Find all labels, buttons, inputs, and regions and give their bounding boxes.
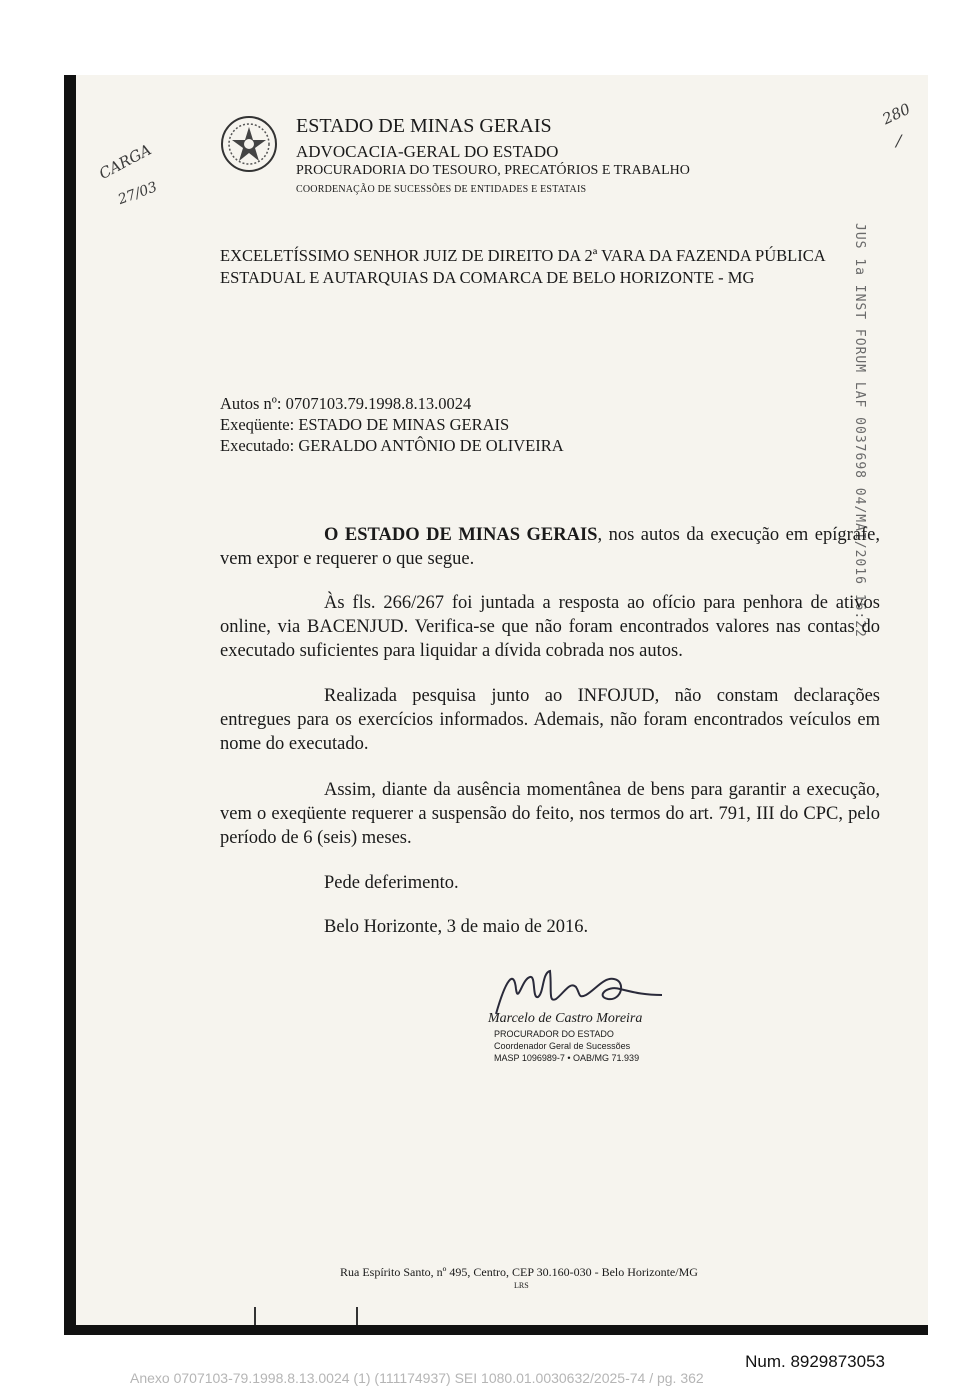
footer-initials: LRS [514, 1281, 529, 1290]
paragraph-1-bold: O ESTADO DE MINAS GERAIS [324, 525, 598, 545]
signer-title: PROCURADOR DO ESTADO [494, 1029, 614, 1039]
paper-fold-mark [254, 1307, 256, 1325]
scanned-page [64, 75, 928, 1335]
addressee-line-2: ESTADUAL E AUTARQUIAS DA COMARCA DE BELO HORIZONTE - MG [220, 268, 755, 287]
closing-request: Pede deferimento. [324, 873, 459, 893]
case-number: Autos nº: 0707103.79.1998.8.13.0024 [220, 394, 472, 413]
annex-reference: Anexo 0707103-79.1998.8.13.0024 (1) (111174937) SEI 1080.01.0030632/2025-74 / pg. 362 [130, 1370, 704, 1386]
paper-sheet [76, 75, 928, 1325]
scan-edge-bottom [64, 1325, 928, 1335]
addressee-block [220, 245, 826, 289]
paper-fold-mark [356, 1307, 358, 1325]
addressee-line-1: EXCELETÍSSIMO SENHOR JUIZ DE DIREITO DA 2ª VARA DA FAZENDA PÚBLICA [220, 246, 826, 265]
coat-of-arms-icon [220, 115, 278, 173]
paragraph-1 [220, 523, 880, 571]
header-state: ESTADO DE MINAS GERAIS [296, 115, 552, 137]
court-receipt-stamp: JUS 1a INST FORUM LAF 0037698 04/MAI/2016 16:22 [852, 223, 867, 638]
handwritten-date: 27/03 [116, 179, 160, 209]
paragraph-4: Assim, diante da ausência momentânea de bens para garantir a execução, vem o exeqüente requerer a suspensão do feito, nos termos do art. 791, III do CPC, pelo período de 6 (seis) meses. [220, 780, 880, 848]
paragraph-2: Às fls. 266/267 foi juntada a resposta ao ofício para penhora de ativos online, via BACENJUD. Verifica-se que não foram encontrados valores nas contas do executado suficientes para liquidar a dívida cobrada nos autos. [220, 593, 880, 661]
place-and-date: Belo Horizonte, 3 de maio de 2016. [324, 917, 589, 937]
handwritten-carga: CARGA [96, 140, 155, 183]
signer-ids: MASP 1096989-7 • OAB/MG 71.939 [494, 1053, 640, 1063]
signer-role: Coordenador Geral de Sucessões [494, 1041, 631, 1051]
footer-address: Rua Espírito Santo, nº 495, Centro, CEP 30.160-030 - Belo Horizonte/MG [340, 1265, 698, 1279]
header-coordination: COORDENAÇÃO DE SUCESSÕES DE ENTIDADES E ESTATAIS [296, 184, 587, 195]
signer-name: Marcelo de Castro Moreira [488, 1011, 643, 1026]
paragraph-1-text: , nos autos da execução em epígrafe, vem expor e requerer o que segue. [220, 525, 880, 569]
header-department: PROCURADORIA DO TESOURO, PRECATÓRIOS E TRABALHO [296, 163, 690, 178]
header-agency: ADVOCACIA-GERAL DO ESTADO [296, 142, 559, 161]
case-info [220, 393, 564, 456]
paragraph-3: Realizada pesquisa junto ao INFOJUD, não constam declarações entregues para os exercícios informados. Ademais, não foram encontrados veículos em nome do executado. [220, 686, 880, 754]
handwritten-folio-number: 280 [879, 99, 914, 129]
document-number: Num. 8929873053 [745, 1352, 885, 1371]
handwritten-folio-mark: / [896, 131, 902, 150]
case-plaintiff: Exeqüente: ESTADO DE MINAS GERAIS [220, 415, 510, 434]
case-defendant: Executado: GERALDO ANTÔNIO DE OLIVEIRA [220, 436, 564, 455]
